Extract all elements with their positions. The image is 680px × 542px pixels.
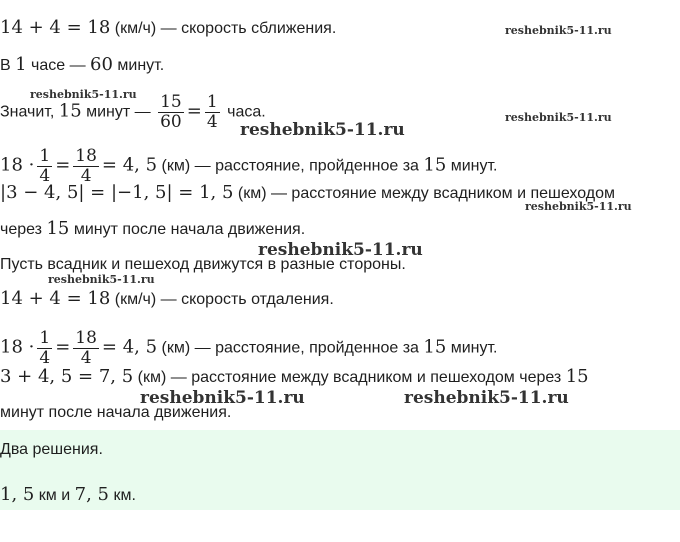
text: часа.: [222, 103, 266, 121]
text: минут после начала движения.: [69, 221, 306, 238]
formula: 15: [565, 366, 589, 387]
denominator: 4: [80, 166, 92, 186]
watermark: reshebnik5-11.ru: [505, 24, 612, 37]
watermark: reshebnik5-11.ru: [525, 200, 632, 213]
fraction: [37, 147, 52, 186]
denominator: 4: [80, 348, 92, 368]
numerator: 18: [75, 328, 97, 348]
formula: 15: [46, 218, 70, 239]
line-approach-speed: [0, 18, 336, 39]
denominator: 4: [206, 112, 218, 132]
fraction: [73, 329, 99, 368]
fraction: [73, 147, 99, 186]
formula: 3 + 4, 5 = 7, 5: [0, 366, 134, 387]
formula: =: [55, 336, 71, 358]
formula: 18 ·: [0, 336, 35, 358]
text: минут —: [81, 103, 156, 121]
numerator: 1: [39, 328, 51, 348]
watermark: reshebnik5-11.ru: [258, 240, 423, 260]
watermark: reshebnik5-11.ru: [505, 111, 612, 124]
denominator: 4: [39, 166, 51, 186]
formula: =: [55, 154, 71, 176]
line-distance-between: [0, 183, 615, 204]
text: (км) — расстояние, пройденное за: [157, 339, 424, 357]
denominator: 4: [39, 348, 51, 368]
fraction: [205, 93, 220, 132]
answer-result: [0, 485, 136, 506]
numerator: 1: [39, 146, 51, 166]
watermark: reshebnik5-11.ru: [240, 120, 405, 140]
formula: 18 ·: [0, 154, 35, 176]
text: км и: [34, 487, 75, 504]
line-total-distance: [0, 367, 589, 388]
text: км.: [109, 487, 136, 504]
text: (км) — расстояние между всадником и пешеходом через: [133, 369, 566, 386]
text: В: [0, 57, 16, 74]
text: (км) — расстояние, пройденное за: [157, 157, 424, 175]
formula: =: [186, 100, 202, 122]
answer-label: Два решения.: [0, 441, 103, 458]
formula: = 4, 5: [101, 336, 158, 358]
formula: 1: [15, 54, 27, 75]
numerator: 1: [206, 92, 218, 112]
watermark: reshebnik5-11.ru: [140, 388, 305, 408]
numerator: 15: [160, 92, 182, 112]
text: Значит,: [0, 103, 59, 121]
formula: 15: [423, 154, 447, 176]
formula: 14 + 4 = 18: [0, 17, 111, 38]
watermark: reshebnik5-11.ru: [30, 88, 137, 101]
text: минут.: [112, 57, 165, 74]
line-separation-speed: [0, 289, 334, 310]
answer-box: [0, 430, 680, 510]
denominator: 60: [160, 112, 182, 132]
formula: 7, 5: [74, 484, 109, 505]
text: минут.: [446, 339, 498, 357]
line-hour-minutes: [0, 55, 164, 76]
text: (км/ч) — скорость сближения.: [110, 20, 337, 37]
text: через: [0, 221, 47, 238]
line-distance-opposite: [0, 329, 498, 368]
line-after-start: [0, 219, 305, 240]
fraction: [158, 93, 184, 132]
watermark: reshebnik5-11.ru: [48, 273, 155, 286]
formula: 60: [90, 54, 113, 75]
line-distance-same-direction: [0, 147, 498, 186]
formula: 15: [58, 100, 82, 122]
formula: 1, 5: [0, 484, 35, 505]
formula: 14 + 4 = 18: [0, 288, 111, 309]
text: (км/ч) — скорость отдаления.: [110, 291, 334, 308]
formula: 15: [423, 336, 447, 358]
watermark: reshebnik5-11.ru: [404, 388, 569, 408]
text: минут.: [446, 157, 498, 175]
text: минут после начала движения.: [0, 404, 232, 421]
formula: |3 − 4, 5| = |−1, 5| = 1, 5: [0, 182, 234, 203]
numerator: 18: [75, 146, 97, 166]
fraction: [37, 329, 52, 368]
formula: = 4, 5: [101, 154, 158, 176]
text: Пусть всадник и пешеход движутся в разные стороны.: [0, 256, 406, 273]
text: часе —: [26, 57, 91, 74]
text: (км) — расстояние между всадником и пешеходом: [233, 185, 616, 202]
